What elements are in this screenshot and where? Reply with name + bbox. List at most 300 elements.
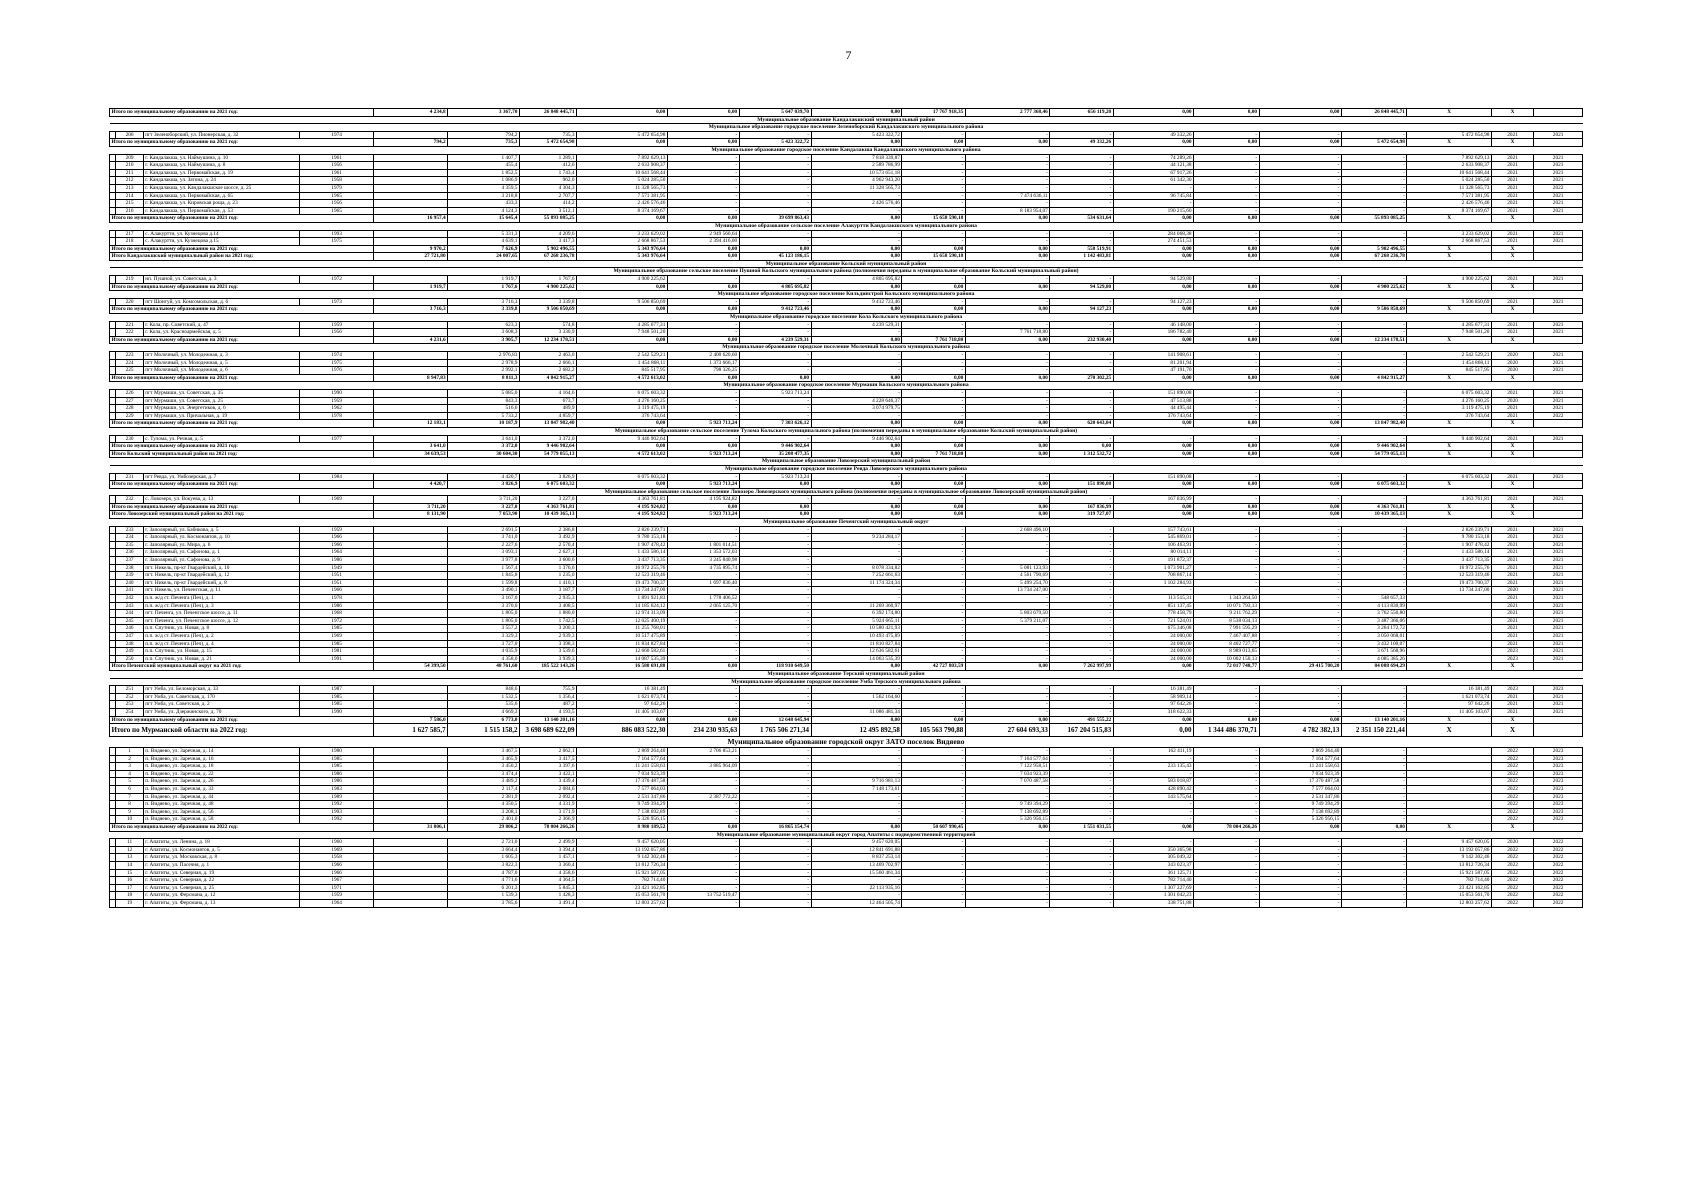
table-cell [374, 587, 448, 595]
table-cell: 0,00 [902, 420, 965, 428]
table-row [110, 625, 1583, 633]
table-cell: - [667, 686, 739, 694]
table-cell: 15 [116, 869, 143, 877]
table-cell: 12 803 257,62 [576, 899, 667, 907]
table-cell: - [811, 595, 902, 603]
table-cell: 0,00 [667, 139, 739, 147]
table-cell: - [1050, 748, 1113, 756]
table-cell: 7 948 501,20 [576, 329, 667, 337]
table-cell: - [1050, 154, 1113, 162]
table-cell: 211 [116, 169, 143, 177]
table-cell: - [1341, 579, 1407, 587]
table-cell: 2 826 239,71 [1407, 526, 1492, 534]
table-cell: 0,00 [576, 716, 667, 724]
address-cell: пгт Умба, ул. Советская, д. 170 [143, 693, 299, 701]
table-cell: 2 570,4 [519, 541, 576, 549]
total-label: Итого по муниципальному образованию на 2021 год: [110, 109, 374, 117]
table-cell: 15 645,4 [448, 215, 520, 223]
address-cell: г. Кандалакша, ул. Первомайская, д. 53 [143, 207, 299, 215]
table-cell: 0,00 [1259, 824, 1341, 832]
table-cell: 1 142 483,81 [1050, 253, 1113, 261]
table-cell: 0,00 [1113, 824, 1193, 832]
table-cell: X [1491, 109, 1533, 117]
table-cell [374, 435, 448, 443]
table-cell: 2021 [1534, 579, 1583, 587]
table-cell: 3 716,3 [448, 298, 520, 306]
table-cell: - [1259, 884, 1341, 892]
table-cell: - [667, 869, 739, 877]
table-cell: - [667, 200, 739, 208]
table-cell: 0,00 [1259, 420, 1341, 428]
table-cell: - [667, 755, 739, 763]
table-cell [374, 405, 448, 413]
table-cell: 1986 [300, 557, 374, 565]
table-cell: 3 245 840,98 [667, 557, 739, 565]
table-cell: - [1259, 564, 1341, 572]
table-cell: - [811, 748, 902, 756]
table-cell: - [667, 640, 739, 648]
table-cell: - [1341, 389, 1407, 397]
table-cell [1534, 109, 1583, 117]
table-row [110, 496, 1583, 504]
table-cell: 7 892 629,13 [576, 154, 667, 162]
total-label: Итого по муниципальному образованию на 2021 год: [110, 716, 374, 724]
table-cell: - [1259, 230, 1341, 238]
table-row [110, 587, 1583, 595]
table-cell: 253 [116, 701, 143, 709]
table-cell: X [1407, 245, 1492, 253]
table-cell: 3 439,4 [519, 778, 576, 786]
table-cell: - [1050, 602, 1113, 610]
table-cell: 2021 [1491, 298, 1533, 306]
table-cell: 2 381,9 [448, 793, 520, 801]
table-row [110, 610, 1583, 618]
table-cell: - [1259, 640, 1341, 648]
table-cell: - [1341, 169, 1407, 177]
table-cell: 5 923 713,24 [739, 473, 811, 481]
table-cell: 3 885 964,09 [667, 763, 739, 771]
table-cell: 8 374 169,67 [576, 207, 667, 215]
table-cell: 5 423 322,72 [811, 131, 902, 139]
table-cell: 232 [116, 496, 143, 504]
table-cell [374, 230, 448, 238]
table-cell: 2 227,6 [448, 541, 520, 549]
table-cell: - [1050, 200, 1113, 208]
table-cell [1534, 139, 1583, 147]
table-cell: - [1113, 839, 1193, 847]
table-cell: 0,00 [1194, 481, 1260, 489]
table-cell: - [1194, 435, 1260, 443]
table-cell: - [1259, 526, 1341, 534]
table-cell: X [1491, 374, 1533, 382]
table-cell: 11 086 481,34 [811, 708, 902, 716]
table-cell: 1 852,5 [448, 169, 520, 177]
table-cell: 1 605,3 [448, 854, 520, 862]
table-cell: - [1259, 192, 1341, 200]
table-cell: - [739, 693, 811, 701]
table-cell [1407, 808, 1492, 816]
table-cell: 2021 [1534, 541, 1583, 549]
table-cell: X [1407, 450, 1492, 458]
table-cell: - [1194, 405, 1260, 413]
table-cell: - [1194, 541, 1260, 549]
table-cell: 3 492,9 [519, 534, 576, 542]
table-cell: 1985 [300, 755, 374, 763]
table-cell: - [667, 131, 739, 139]
table-cell: - [811, 207, 902, 215]
address-cell: г. Кандалакша, ул. Затона, д. 24 [143, 177, 299, 185]
table-cell: 0,00 [1259, 450, 1341, 458]
table-cell: - [739, 708, 811, 716]
total-label: Итого Кольский муниципальный район на 2021 год: [110, 450, 374, 458]
table-cell: - [1194, 177, 1260, 185]
table-cell: 0,00 [739, 503, 811, 511]
table-cell: - [1050, 869, 1113, 877]
table-cell: 23 421 162,85 [576, 884, 667, 892]
table-row [110, 184, 1583, 192]
table-cell: 11 328 565,73 [576, 184, 667, 192]
table-cell: 2 426 576,46 [811, 200, 902, 208]
table-cell: - [902, 435, 965, 443]
table-cell: - [965, 397, 1050, 405]
table-cell: 5 343 976,64 [576, 245, 667, 253]
table-cell: 3 [116, 763, 143, 771]
table-cell: 106 463,91 [1113, 541, 1193, 549]
table-row [110, 557, 1583, 565]
table-cell: 2 400 620,60 [667, 352, 739, 360]
table-cell: 3 339,8 [519, 298, 576, 306]
table-cell: 2 976,83 [448, 352, 520, 360]
table-cell: - [902, 367, 965, 375]
table-cell: 7 991 595,29 [1194, 625, 1260, 633]
table-cell: - [667, 435, 739, 443]
table-cell: 17 767 918,35 [902, 109, 965, 117]
table-cell: 7 148 173,61 [811, 786, 902, 794]
table-cell: 17 370 487,58 [1259, 778, 1341, 786]
table-cell: - [1259, 549, 1341, 557]
table-cell: 7 138 692,89 [1259, 808, 1341, 816]
table-cell: - [1113, 770, 1193, 778]
table-cell: 8 947,83 [374, 374, 448, 382]
table-row [110, 473, 1583, 481]
table-cell: 2023 [1534, 793, 1583, 801]
table-cell: 2021 [1491, 238, 1533, 246]
table-cell: 735,3 [519, 131, 576, 139]
table-cell [1407, 648, 1492, 656]
table-cell [1534, 724, 1583, 737]
table-cell: - [1050, 238, 1113, 246]
section-title: Муниципальное образование городское поселение Мурмаши Кольского муниципального района [110, 382, 1583, 390]
table-cell: 2020 [1491, 587, 1533, 595]
table-cell [374, 329, 448, 337]
table-cell: 1984 [300, 473, 374, 481]
table-cell: - [1113, 435, 1193, 443]
table-cell: 186 782,40 [1113, 329, 1193, 337]
table-cell: - [667, 808, 739, 816]
table-cell: - [739, 405, 811, 413]
table-cell: 54 399,50 [374, 663, 448, 671]
table-cell: 16 381,49 [1113, 686, 1193, 694]
table-cell: - [667, 534, 739, 542]
table-cell: 6 773,0 [448, 716, 520, 724]
table-cell: - [811, 793, 902, 801]
table-cell: 0,00 [902, 306, 965, 314]
table-cell: X [1407, 716, 1492, 724]
table-cell: 1977 [300, 435, 374, 443]
table-cell: 1990 [300, 389, 374, 397]
table-cell: - [739, 686, 811, 694]
table-cell: - [1341, 230, 1407, 238]
table-cell: 2 542 529,21 [1407, 352, 1492, 360]
table-cell: 12 648 645,94 [739, 716, 811, 724]
table-cell: 2021 [1534, 177, 1583, 185]
total-label: Итого по муниципальному образованию на 2022 год: [110, 824, 374, 832]
table-cell: - [902, 595, 965, 603]
table-cell: 6 075 603,32 [1407, 473, 1492, 481]
table-cell: - [1194, 397, 1260, 405]
table-cell: 8 [116, 801, 143, 809]
table-cell: 10 439 365,13 [1341, 511, 1407, 519]
table-cell: - [965, 162, 1050, 170]
table-cell: 10 573 651,18 [811, 169, 902, 177]
table-cell: 675 346,08 [1113, 625, 1193, 633]
table-cell: - [667, 854, 739, 862]
table-cell: 0,00 [1113, 450, 1193, 458]
table-cell: 3 487 366,06 [1341, 617, 1407, 625]
table-cell: 2 065 125,70 [667, 602, 739, 610]
table-cell: - [965, 534, 1050, 542]
table-cell: 2021 [1491, 184, 1533, 192]
table-cell: - [739, 869, 811, 877]
table-cell: 2 531 347,86 [576, 793, 667, 801]
table-cell: 5 331,3 [448, 230, 520, 238]
table-cell: 239 [116, 572, 143, 580]
table-cell: 2 531 347,86 [1259, 793, 1341, 801]
table-cell: 1967 [300, 877, 374, 885]
table-cell: 0,00 [811, 824, 902, 832]
table-cell: - [902, 869, 965, 877]
table-cell: - [739, 154, 811, 162]
table-cell: - [1050, 617, 1113, 625]
table-cell: - [965, 276, 1050, 284]
table-cell: 2 707,7 [519, 192, 576, 200]
table-cell: - [1341, 686, 1407, 694]
table-cell: 5 902 496,55 [1341, 245, 1407, 253]
table-cell: 2 777 368,46 [965, 109, 1050, 117]
table-cell: 5 024 285,50 [1407, 177, 1492, 185]
table-cell: X [1491, 245, 1533, 253]
table-cell: 3 187,7 [519, 587, 576, 595]
table-cell: - [1259, 625, 1341, 633]
table-cell: - [811, 352, 902, 360]
table-cell: - [1194, 793, 1260, 801]
table-cell: - [902, 298, 965, 306]
address-cell: г. Заполярный, ул. Сафонова, д. 1 [143, 549, 299, 557]
table-cell: - [739, 238, 811, 246]
table-cell: - [739, 321, 811, 329]
table-cell: - [667, 412, 739, 420]
table-cell: - [965, 389, 1050, 397]
table-cell: 10 002 150,13 [1194, 655, 1260, 663]
table-cell: 2021 [1491, 405, 1533, 413]
table-cell: 10 [116, 816, 143, 824]
table-cell: - [1194, 298, 1260, 306]
table-cell: 54 779 055,13 [519, 450, 576, 458]
table-cell: 2022 [1534, 184, 1583, 192]
table-cell: - [739, 526, 811, 534]
table-cell: 11 328 565,73 [811, 184, 902, 192]
table-cell: 305 049,32 [1113, 854, 1193, 862]
table-cell: - [1259, 610, 1341, 618]
table-cell: - [1341, 184, 1407, 192]
address-cell: г. Кандалакша, ул. Первомайская, д. 65 [143, 192, 299, 200]
table-cell [1534, 663, 1583, 671]
table-cell: - [965, 131, 1050, 139]
table-cell: - [1259, 238, 1341, 246]
total-label: Итого по муниципальному образованию на 2021 год: [110, 245, 374, 253]
table-cell: 2022 [1491, 793, 1533, 801]
table-cell: 2021 [1491, 526, 1533, 534]
table-cell: 1985 [300, 693, 374, 701]
table-cell [374, 786, 448, 794]
table-cell: 0,00 [1194, 253, 1260, 261]
table-cell: 2022 [1491, 786, 1533, 794]
table-cell: - [739, 230, 811, 238]
table-cell: 0,00 [965, 283, 1050, 291]
table-cell: - [965, 549, 1050, 557]
table-cell: 0,00 [1113, 245, 1193, 253]
table-cell: X [1407, 663, 1492, 671]
table-cell: 10 641 568,44 [576, 169, 667, 177]
table-cell: - [811, 230, 902, 238]
table-cell: - [739, 655, 811, 663]
table-cell: X [1407, 420, 1492, 428]
table-cell: - [1050, 640, 1113, 648]
table-cell: - [902, 192, 965, 200]
table-cell: 3 512,1 [519, 207, 576, 215]
table-row [110, 230, 1583, 238]
table-cell [1534, 716, 1583, 724]
table-cell: - [1050, 854, 1113, 862]
table-cell: 1961 [300, 169, 374, 177]
table-cell: 2021 [1491, 154, 1533, 162]
table-cell: 19 473 700,37 [1407, 579, 1492, 587]
table-cell: 2 666,1 [519, 359, 576, 367]
table-cell: - [1341, 808, 1407, 816]
table-cell: 0,00 [739, 481, 811, 489]
table-row [110, 801, 1583, 809]
table-cell: 12 636 582,61 [811, 648, 902, 656]
table-cell [374, 564, 448, 572]
table-cell: 12 025 400,19 [576, 617, 667, 625]
table-cell: 2 084,6 [519, 786, 576, 794]
table-cell: 234 230 935,63 [667, 724, 739, 737]
table-cell: 3 408,5 [519, 602, 576, 610]
table-cell: 9 749 394,29 [965, 801, 1050, 809]
table-cell: 2023 [1534, 763, 1583, 771]
table-cell: - [1194, 884, 1260, 892]
table-cell: - [1194, 755, 1260, 763]
table-cell: - [1050, 352, 1113, 360]
table-cell: - [1194, 359, 1260, 367]
table-cell: - [902, 321, 965, 329]
table-cell: - [902, 854, 965, 862]
table-cell: - [1341, 854, 1407, 862]
table-cell: 1985 [300, 640, 374, 648]
table-cell: - [1259, 200, 1341, 208]
section-header-row [110, 670, 1583, 678]
total-row [110, 481, 1583, 489]
table-cell: 0,00 [811, 306, 902, 314]
table-cell: 16 972 255,76 [576, 564, 667, 572]
table-cell: 7 577 064,03 [1259, 786, 1341, 794]
address-cell: пгт Умба, ул. Беломорская, д. 33 [143, 686, 299, 694]
table-cell: 96 745,84 [1113, 192, 1193, 200]
table-cell: - [667, 617, 739, 625]
table-cell: - [902, 877, 965, 885]
table-cell: 4 035,9 [448, 648, 520, 656]
table-cell: 237 [116, 557, 143, 565]
table-cell [374, 862, 448, 870]
table-cell: - [667, 770, 739, 778]
table-cell: - [1050, 701, 1113, 709]
table-cell: - [1341, 770, 1407, 778]
table-cell: 81 201,94 [1113, 359, 1193, 367]
table-cell: 0,00 [1194, 716, 1260, 724]
table-cell: - [739, 192, 811, 200]
table-cell: - [667, 846, 739, 854]
table-cell: 1 073 901,27 [1113, 564, 1193, 572]
table-cell: - [1341, 435, 1407, 443]
table-cell: 0,00 [1113, 215, 1193, 223]
table-cell [1407, 755, 1492, 763]
table-cell: 229 [116, 412, 143, 420]
table-cell: 2020 [1491, 367, 1533, 375]
table-cell: - [739, 640, 811, 648]
table-cell: - [1194, 321, 1260, 329]
table-cell: - [902, 816, 965, 824]
table-cell: 2021 [1534, 207, 1583, 215]
table-cell: 11 810 827,84 [811, 640, 902, 648]
table-cell: 2021 [1534, 632, 1583, 640]
table-cell: 4 735 895,74 [667, 564, 739, 572]
table-cell: 143 575,64 [1113, 793, 1193, 801]
table-cell: 214 [116, 192, 143, 200]
table-cell: - [902, 162, 965, 170]
table-cell: 4 842 915,27 [519, 374, 576, 382]
table-cell: - [1194, 131, 1260, 139]
address-cell: г. Кандалакша, ул. Наймушина, д. 8 [143, 162, 299, 170]
table-cell: 0,00 [1113, 109, 1193, 117]
table-cell: 7 577 064,03 [576, 786, 667, 794]
table-cell: 1 407,7 [448, 154, 520, 162]
table-cell: 0,00 [1259, 481, 1341, 489]
table-cell: 2020 [1491, 352, 1533, 360]
table-cell: - [1194, 564, 1260, 572]
table-cell: - [1050, 793, 1113, 801]
table-cell: - [1194, 693, 1260, 701]
table-cell: - [667, 610, 739, 618]
table-cell [374, 793, 448, 801]
table-cell: - [739, 755, 811, 763]
table-cell: 3 227,0 [519, 496, 576, 504]
table-cell: 2023 [1534, 748, 1583, 756]
table-cell: 16 972 255,76 [1407, 564, 1492, 572]
table-cell: - [1050, 389, 1113, 397]
table-cell: 2 463,0 [519, 352, 576, 360]
table-cell: - [667, 655, 739, 663]
table-cell: - [1113, 808, 1193, 816]
